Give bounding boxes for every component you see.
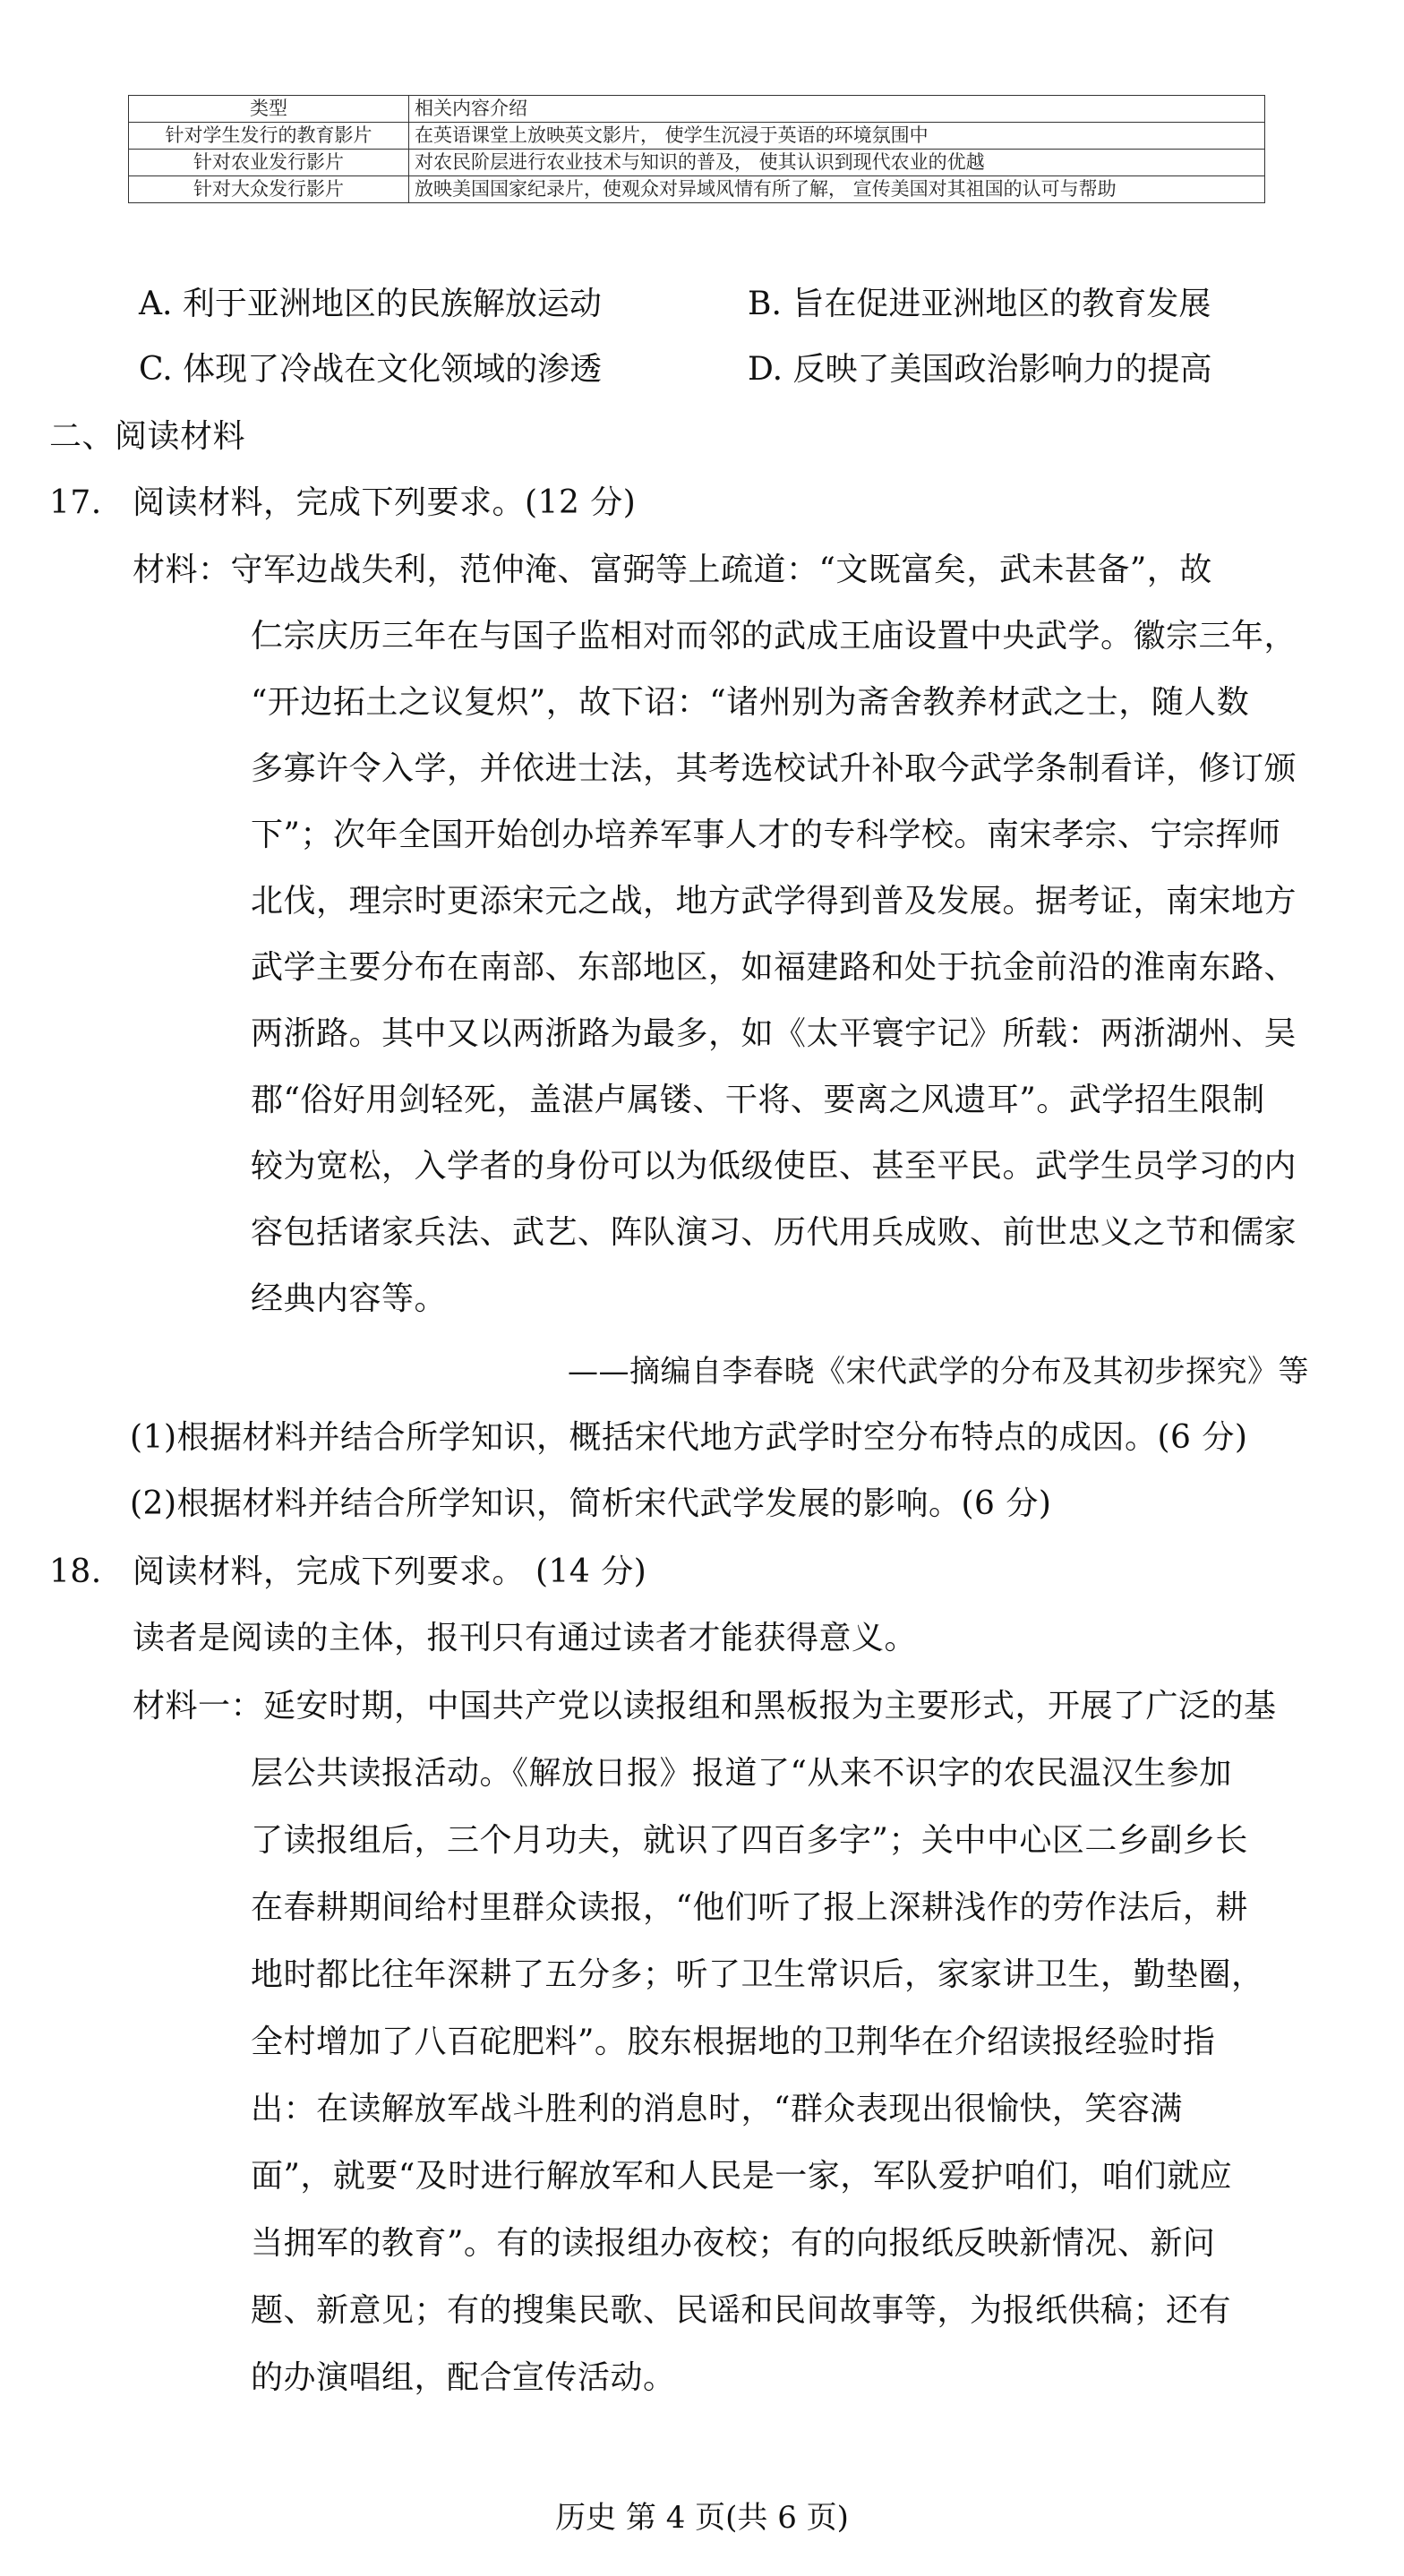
q18-material-line: 当拥军的教育”。有的读报组办夜校；有的向报纸反映新情况、新问 xyxy=(251,2225,1216,2262)
table-header-cell: 类型 xyxy=(129,96,409,123)
q17-material-line: 下”；次年全国开始创办培养军事人才的专科学校。南宋孝宗、宁宗挥师 xyxy=(251,817,1281,853)
table-cell: 针对学生发行的教育影片 xyxy=(129,123,409,150)
table-header-cell: 相关内容介绍 xyxy=(409,96,1265,123)
question-18-number: 18. xyxy=(49,1553,102,1590)
q17-material-line: 两浙路。其中又以两浙路为最多，如《太平寰宇记》所载：两浙湖州、吴 xyxy=(251,1015,1297,1052)
q18-material-line: 全村增加了八百砣肥料”。胶东根据地的卫荆华在介绍读报经验时指 xyxy=(251,2024,1216,2060)
table-header-row xyxy=(129,96,1265,123)
q17-material-line: 多寡许令入学，并依进士法，其考选校试升补取今武学条制看详，修订颁 xyxy=(251,750,1297,787)
q17-material-line: 容包括诸家兵法、武艺、阵队演习、历代用兵成败、前世忠义之节和儒家 xyxy=(251,1214,1297,1251)
table-row xyxy=(129,176,1265,203)
film-types-table xyxy=(128,95,1265,203)
table-row xyxy=(129,123,1265,150)
section-title: 二、阅读材料 xyxy=(49,418,246,455)
table-row xyxy=(129,150,1265,176)
q18-material-line: 的办演唱组，配合宣传活动。 xyxy=(251,2359,676,2396)
q17-material-line: 仁宗庆历三年在与国子监相对而邻的武成王庙设置中央武学。徽宗三年， xyxy=(251,618,1297,655)
table-cell: 针对农业发行影片 xyxy=(129,150,409,176)
option-c: C. 体现了冷战在文化领域的渗透 xyxy=(139,351,603,388)
question-18-intro: 读者是阅读的主体，报刊只有通过读者才能获得意义。 xyxy=(133,1620,918,1656)
option-a: A. 利于亚洲地区的民族解放运动 xyxy=(139,286,602,322)
q17-material-line: 北伐，理宗时更添宋元之战，地方武学得到普及发展。据考证，南宋地方 xyxy=(251,883,1297,920)
question-17-number: 17. xyxy=(49,484,102,521)
q18-material-line: 面”，就要“及时进行解放军和人民是一家，军队爱护咱们，咱们就应 xyxy=(251,2158,1233,2195)
q17-material-line: “开边拓土之议复炽”，故下诏：“诸州别为斋舍教养材武之士，随人数 xyxy=(251,684,1250,721)
option-b: B. 旨在促进亚洲地区的教育发展 xyxy=(748,286,1211,322)
q18-material-line: 在春耕期间给村里群众读报，“他们听了报上深耕浅作的劳作法后，耕 xyxy=(251,1889,1248,1926)
table-cell: 放映美国国家纪录片，使观众对异域风情有所了解， 宣传美国对其祖国的认可与帮助 xyxy=(409,176,1265,203)
q18-material-line: 了读报组后，三个月功夫，就识了四百多字”；关中中心区二乡副乡长 xyxy=(251,1822,1248,1859)
q17-source-citation: ——摘编自李春晓《宋代武学的分布及其初步探究》等 xyxy=(568,1354,1309,1390)
q17-material-line: 较为宽松，入学者的身份可以为低级使臣、甚至平民。武学生员学习的内 xyxy=(251,1148,1297,1185)
page-footer: 历史 第 4 页(共 6 页) xyxy=(555,2500,849,2536)
q18-material-line: 地时都比往年深耕了五分多；听了卫生常识后，家家讲卫生，勤垫圈， xyxy=(251,1956,1264,1993)
table-cell: 针对大众发行影片 xyxy=(129,176,409,203)
table-cell: 对农民阶层进行农业技术与知识的普及， 使其认识到现代农业的优越 xyxy=(409,150,1265,176)
q17-material-line: 武学主要分布在南部、东部地区，如福建路和处于抗金前沿的淮南东路、 xyxy=(251,949,1297,986)
option-d: D. 反映了美国政治影响力的提高 xyxy=(748,351,1212,388)
q18-material-line: 层公共读报活动。《解放日报》报道了“从来不识字的农民温汉生参加 xyxy=(251,1755,1232,1792)
q18-material-line: 材料一：延安时期，中国共产党以读报组和黑板报为主要形式，开展了广泛的基 xyxy=(133,1688,1277,1724)
q18-material-line: 题、新意见；有的搜集民歌、民谣和民间故事等，为报纸供稿；还有 xyxy=(251,2292,1232,2329)
question-17-prompt: 阅读材料，完成下列要求。(12 分) xyxy=(133,484,637,521)
q17-material-line: 材料：守军边战失利，范仲淹、富弼等上疏道：“文既富矣，武未甚备”，故 xyxy=(133,552,1212,588)
question-18-prompt: 阅读材料，完成下列要求。 (14 分) xyxy=(133,1553,647,1590)
q17-sub-question-1: (1)根据材料并结合所学知识，概括宋代地方武学时空分布特点的成因。(6 分) xyxy=(130,1419,1248,1456)
q18-material-line: 出：在读解放军战斗胜利的消息时，“群众表现出很愉快，笑容满 xyxy=(251,2091,1183,2127)
q17-material-line: 经典内容等。 xyxy=(251,1280,448,1317)
q17-sub-question-2: (2)根据材料并结合所学知识，简析宋代武学发展的影响。(6 分) xyxy=(130,1485,1052,1522)
q17-material-line: 郡“俗好用剑轻死，盖湛卢属镂、干将、要离之风遗耳”。武学招生限制 xyxy=(251,1082,1265,1118)
table-cell: 在英语课堂上放映英文影片， 使学生沉浸于英语的环境氛围中 xyxy=(409,123,1265,150)
